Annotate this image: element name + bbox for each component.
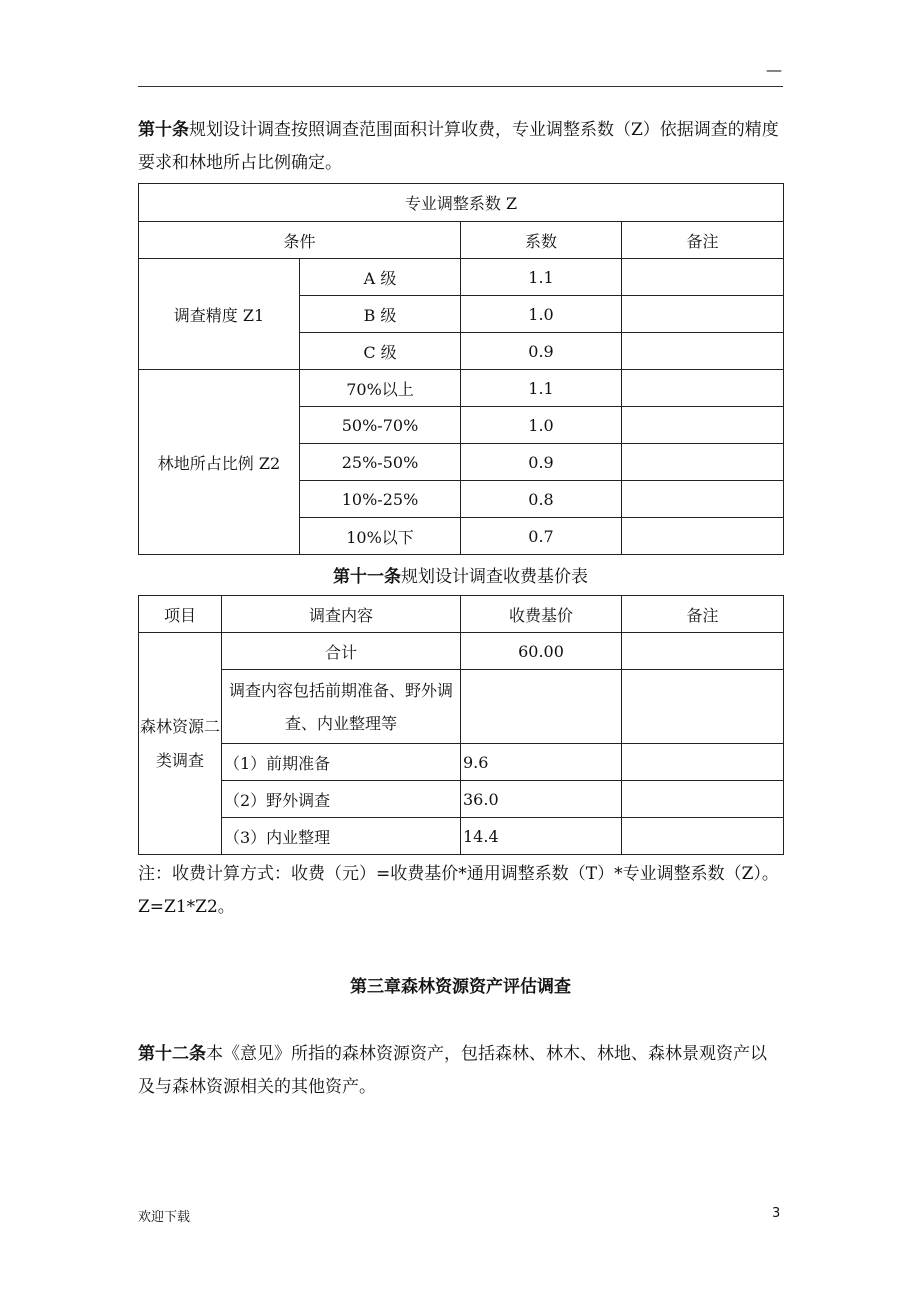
remark-cell [622, 370, 784, 407]
remark-cell [622, 818, 784, 855]
item-value: 14.4 [461, 818, 622, 855]
remark-cell [622, 444, 784, 481]
header-remark: 备注 [622, 222, 784, 259]
coefficient-cell: 0.8 [461, 481, 622, 518]
article-11-heading: 第十一条 [333, 567, 401, 587]
group-label-z1: 调查精度 Z1 [139, 259, 300, 370]
header-base-price: 收费基价 [461, 596, 622, 633]
header-condition: 条件 [139, 222, 461, 259]
header-content: 调查内容 [222, 596, 461, 633]
header-project: 项目 [139, 596, 222, 633]
article-12-text: 本《意见》所指的森林资源资产，包括森林、林木、林地、森林景观资产以及与森林资源相关的其他资产。 [138, 1044, 767, 1097]
item-name: （2）野外调查 [222, 781, 461, 818]
remark-cell [622, 744, 784, 781]
article-11 [138, 562, 783, 587]
base-price-table [138, 595, 784, 855]
total-label: 合计 [222, 633, 461, 670]
fee-note: 注：收费计算方式：收费（元）=收费基价*通用调整系数（T）*专业调整系数（Z）。Z=Z1*Z2。 [138, 864, 779, 917]
coefficient-cell: 1.1 [461, 259, 622, 296]
coefficient-table-title: 专业调整系数 Z [139, 184, 784, 222]
remark-cell [622, 333, 784, 370]
condition-cell: 25%-50% [300, 444, 461, 481]
coefficient-cell: 1.1 [461, 370, 622, 407]
page-number: 3 [772, 1206, 781, 1221]
header-mark: — [766, 60, 782, 79]
item-name: （3）内业整理 [222, 818, 461, 855]
price-cell-empty [461, 670, 622, 744]
remark-cell [622, 407, 784, 444]
item-value: 36.0 [461, 781, 622, 818]
condition-cell: 70%以上 [300, 370, 461, 407]
remark-cell [622, 633, 784, 670]
remark-cell [622, 296, 784, 333]
remark-cell [622, 518, 784, 555]
header-coefficient: 系数 [461, 222, 622, 259]
article-11-text: 规划设计调查收费基价表 [401, 567, 588, 587]
condition-cell: 10%以下 [300, 518, 461, 555]
coefficient-table [138, 183, 784, 555]
condition-cell: A 级 [300, 259, 461, 296]
condition-cell: B 级 [300, 296, 461, 333]
remark-cell [622, 670, 784, 744]
coefficient-cell: 0.9 [461, 333, 622, 370]
content-description: 调查内容包括前期准备、野外调查、内业整理等 [222, 670, 461, 744]
remark-cell [622, 781, 784, 818]
item-value: 9.6 [461, 744, 622, 781]
group-label-z2: 林地所占比例 Z2 [139, 370, 300, 555]
item-name: （1）前期准备 [222, 744, 461, 781]
condition-cell: C 级 [300, 333, 461, 370]
project-cell: 森林资源二类调查 [139, 633, 222, 855]
remark-cell [622, 259, 784, 296]
total-value: 60.00 [461, 633, 622, 670]
header-rule [138, 86, 783, 87]
footer-text: 欢迎下载 [138, 1210, 191, 1225]
remark-cell [622, 481, 784, 518]
coefficient-cell: 0.9 [461, 444, 622, 481]
condition-cell: 10%-25% [300, 481, 461, 518]
coefficient-cell: 1.0 [461, 296, 622, 333]
chapter-title: 第三章森林资源资产评估调查 [350, 977, 571, 997]
article-12-heading: 第十二条 [138, 1044, 206, 1064]
coefficient-cell: 0.7 [461, 518, 622, 555]
coefficient-cell: 1.0 [461, 407, 622, 444]
header-remark: 备注 [622, 596, 784, 633]
article-10-text: 规划设计调查按照调查范围面积计算收费，专业调整系数（Z）依据调查的精度要求和林地所占比例确定。 [138, 120, 779, 173]
article-10 [138, 114, 783, 180]
article-10-heading: 第十条 [138, 120, 189, 140]
article-12 [138, 1038, 783, 1104]
condition-cell: 50%-70% [300, 407, 461, 444]
